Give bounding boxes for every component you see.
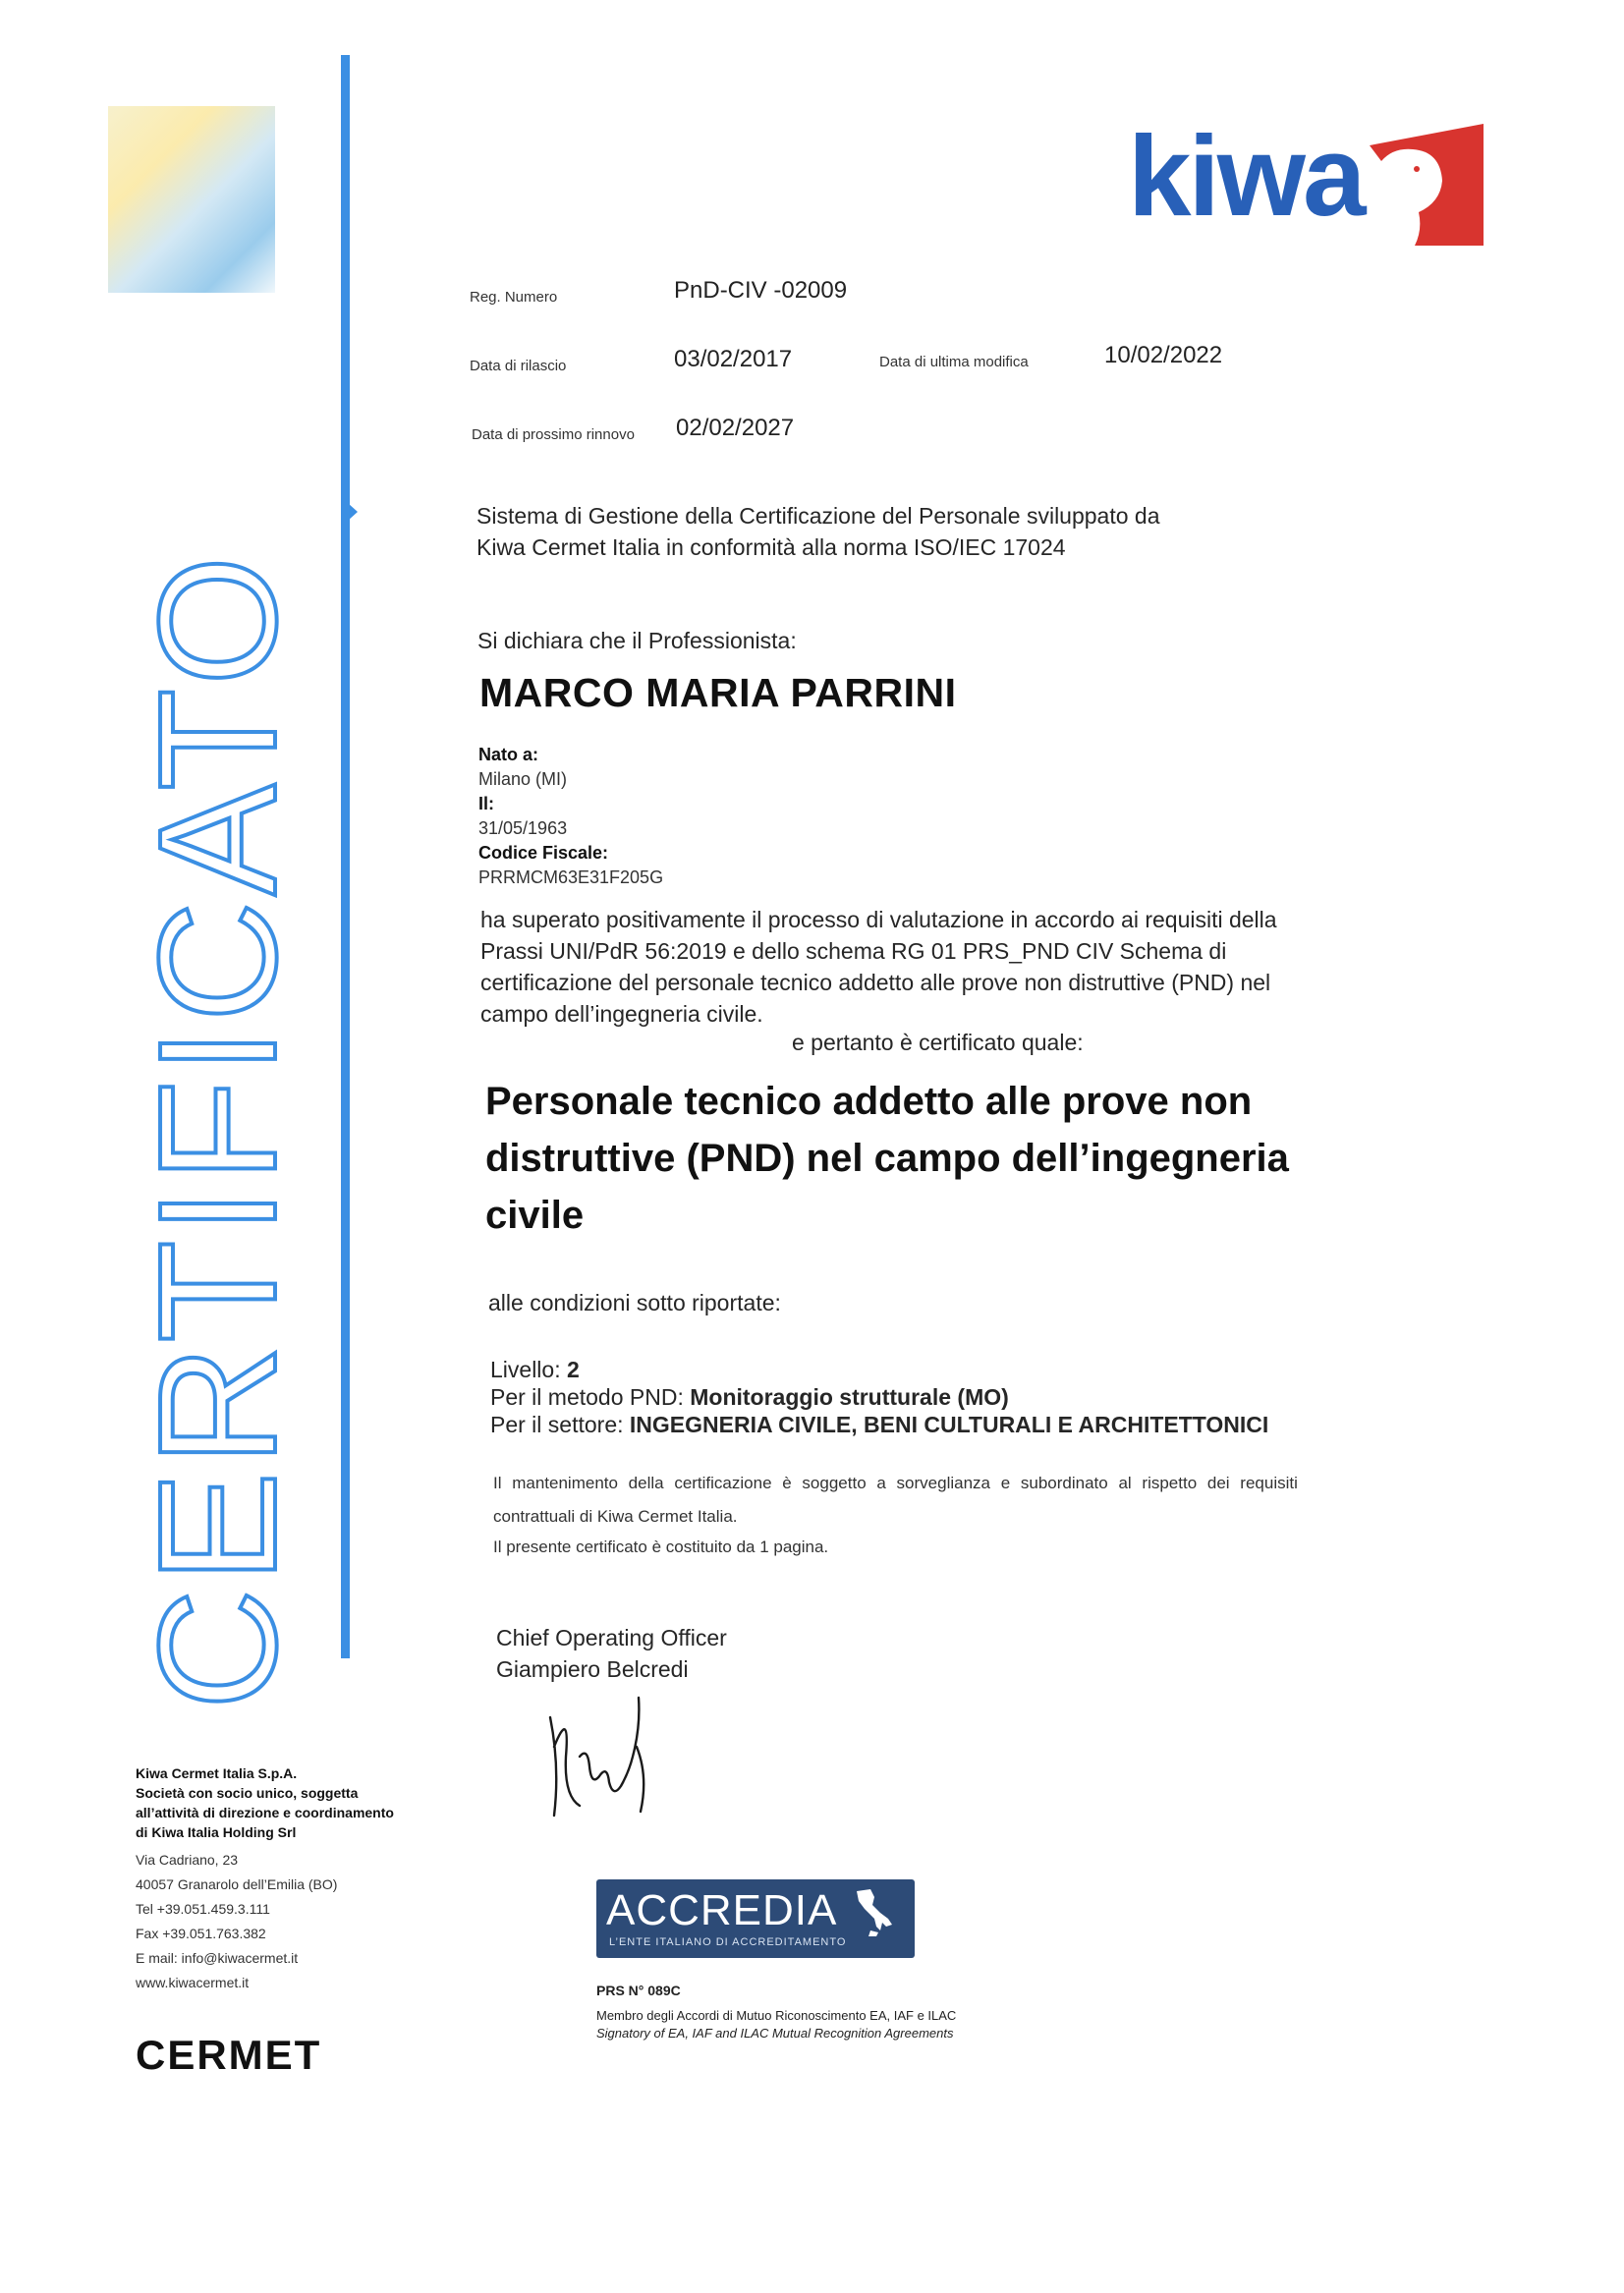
maintenance-line-1: Il mantenimento della certificazione è soggetto a sorveglianza e subordinato al rispetto dei requisiti <box>493 1474 1298 1492</box>
certified-person-name: MARCO MARIA PARRINI <box>479 670 957 715</box>
renewal-date-label: Data di prossimo rinnovo <box>472 426 635 443</box>
prs-number: PRS N° 089C <box>596 1983 681 1998</box>
mra-signatory-line: Signatory of EA, IAF and ILAC Mutual Recognition Agreements <box>596 2026 954 2041</box>
sector-value: INGEGNERIA CIVILE, BENI CULTURALI E ARCHITETTONICI <box>629 1412 1269 1437</box>
handwritten-signature <box>531 1688 668 1825</box>
issue-date-label: Data di rilascio <box>470 358 567 374</box>
vertical-title-text: CERTIFICATO <box>125 549 311 1710</box>
method-value: Monitoraggio strutturale (MO) <box>690 1384 1009 1410</box>
declaration-text: Si dichiara che il Professionista: <box>477 628 797 653</box>
pages-note: Il presente certificato è costituito da 1 pagina. <box>493 1538 829 1556</box>
accent-line-notch <box>348 503 358 521</box>
company-name: Kiwa Cermet Italia S.p.A. <box>136 1765 298 1781</box>
last-modified-value: 10/02/2022 <box>1104 342 1223 368</box>
statement-line-4: campo dell’ingegneria civile. <box>480 1001 763 1027</box>
company-info <box>136 1763 489 1995</box>
renewal-date-value: 02/02/2027 <box>676 415 795 441</box>
company-desc-3: di Kiwa Italia Holding Srl <box>136 1824 297 1840</box>
accredia-logo-subtitle: L’ENTE ITALIANO DI ACCREDITAMENTO <box>609 1936 847 1948</box>
profile-line-2: distruttive (PND) nel campo dell’ingegneria <box>485 1137 1289 1180</box>
mra-member-line: Membro degli Accordi di Mutuo Riconoscimento EA, IAF e ILAC <box>596 2008 957 2023</box>
birthdate-value: 31/05/1963 <box>478 818 568 838</box>
tax-code-value: PRRMCM63E31F205G <box>478 867 664 887</box>
sector-label: Per il settore: <box>490 1412 624 1437</box>
signatory-name: Giampiero Belcredi <box>496 1656 689 1682</box>
birthplace-label: Nato a: <box>478 745 539 764</box>
intro-line-2: Kiwa Cermet Italia in conformità alla norma ISO/IEC 17024 <box>476 534 1066 560</box>
certified-profile-title <box>485 1073 1448 1244</box>
company-fax: Fax +39.051.763.382 <box>136 1926 266 1941</box>
statement-line-1: ha superato positivamente il processo di valutazione in accordo ai requisiti della <box>480 907 1277 932</box>
tax-code-label: Codice Fiscale: <box>478 843 609 863</box>
maintenance-line-2: contrattuali di Kiwa Cermet Italia. <box>493 1507 738 1526</box>
company-website: www.kiwacermet.it <box>136 1975 250 1990</box>
italy-map-icon <box>851 1887 896 1938</box>
statement-line-2: Prassi UNI/PdR 56:2019 e dello schema RG 01 PRS_PND CIV Schema di <box>480 938 1227 964</box>
level-value: 2 <box>567 1357 580 1382</box>
kiwa-logo-text: kiwa <box>1128 112 1364 240</box>
company-email: E mail: info@kiwacermet.it <box>136 1950 299 1966</box>
company-address-1: Via Cadriano, 23 <box>136 1852 239 1868</box>
accent-vertical-line <box>341 55 350 1658</box>
profile-line-3: civile <box>485 1194 585 1237</box>
statement-line-5: e pertanto è certificato quale: <box>792 1030 1084 1055</box>
company-phone: Tel +39.051.459.3.111 <box>136 1901 270 1917</box>
signatory-role: Chief Operating Officer <box>496 1625 727 1650</box>
reg-number-label: Reg. Numero <box>470 289 558 306</box>
birthdate-label: Il: <box>478 794 494 813</box>
decorative-artwork <box>108 106 275 293</box>
last-modified-label: Data di ultima modifica <box>879 354 1029 370</box>
cermet-logo: CERMET <box>136 2032 322 2078</box>
conditions-intro: alle condizioni sotto riportate: <box>488 1290 781 1315</box>
company-address-2: 40057 Granarolo dell’Emilia (BO) <box>136 1876 338 1892</box>
method-label: Per il metodo PND: <box>490 1384 684 1410</box>
birthplace-value: Milano (MI) <box>478 769 568 789</box>
accredia-logo-text: ACCREDIA <box>606 1886 838 1934</box>
statement-line-3: certificazione del personale tecnico addetto alle prove non distruttive (PND) nel <box>480 970 1271 995</box>
intro-line-1: Sistema di Gestione della Certificazione del Personale sviluppato da <box>476 503 1160 529</box>
issue-date-value: 03/02/2017 <box>674 346 793 372</box>
company-desc-2: all’attività di direzione e coordinamento <box>136 1805 394 1820</box>
reg-number-value: PnD-CIV -02009 <box>674 277 848 304</box>
sector-row <box>490 1409 1268 1440</box>
profile-line-1: Personale tecnico addetto alle prove non <box>485 1080 1253 1123</box>
level-label: Livello: <box>490 1357 561 1382</box>
company-desc-1: Società con socio unico, soggetta <box>136 1785 359 1801</box>
